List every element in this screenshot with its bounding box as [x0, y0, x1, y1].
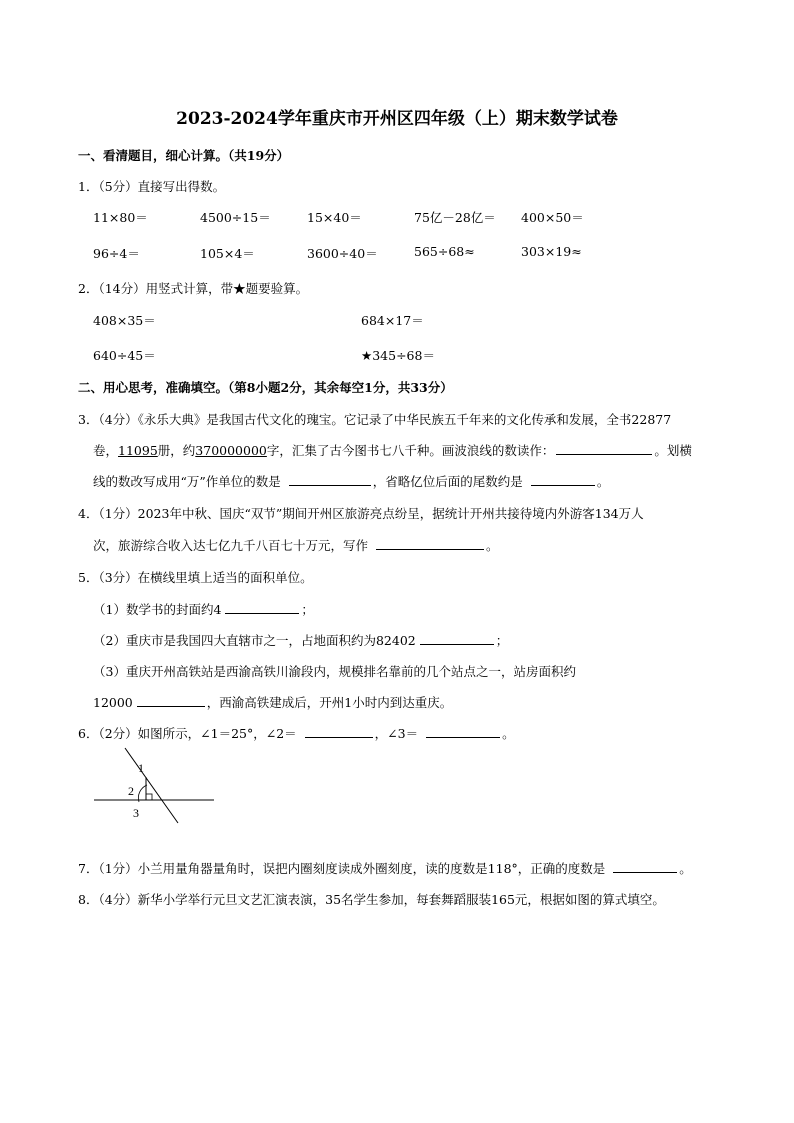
q2-item: 408×35＝ — [93, 313, 156, 328]
q5-text: ； — [495, 633, 509, 648]
q7-text-a: 7．（1分）小兰用量角器量角时，误把内圈刻度读成外圈刻度，读的度数是118°，正确的度数是 — [78, 861, 606, 876]
answer-blank[interactable] — [531, 474, 595, 486]
q3-text: 线的数改写成用“万”作单位的数是 — [93, 474, 281, 489]
q2-item: 640÷45＝ — [93, 348, 156, 363]
q1-item: 565÷68≈ — [414, 244, 475, 259]
q1-item: 303×19≈ — [521, 244, 582, 259]
angle-label-3: 3 — [133, 806, 139, 820]
q3-text: 。 — [596, 474, 610, 489]
answer-blank[interactable] — [305, 726, 373, 738]
q3-line1: 3．（4分）《永乐大典》是我国古代文化的瑰宝。它记录了中华民族五千年来的文化传承和发展，全书22877 — [78, 412, 672, 427]
answer-blank[interactable] — [426, 726, 500, 738]
q5-prompt: 5．（3分）在横线里填上适当的面积单位。 — [78, 570, 313, 585]
q6-text — [78, 724, 515, 742]
q5-sub3-line2 — [93, 693, 452, 711]
q3-underlined-number: 370000000 — [195, 443, 267, 458]
q1-item: 75亿－28亿＝ — [414, 210, 496, 225]
answer-blank[interactable] — [376, 538, 484, 550]
q6-text-c: 。 — [502, 726, 515, 741]
q4-text: 。 — [486, 538, 499, 553]
q3-line3 — [93, 472, 609, 490]
q2-item: 684×17＝ — [361, 313, 424, 328]
q6-text-a: 6．（2分）如图所示，∠1＝25°，∠2＝ — [78, 726, 297, 741]
q3-text: 卷， — [93, 443, 119, 458]
q1-prompt: 1．（5分）直接写出得数。 — [78, 179, 226, 194]
section-1-heading: 一、看清题目，细心计算。（共19分） — [78, 148, 290, 163]
q5-sub2 — [93, 631, 508, 649]
q1-item: 15×40＝ — [307, 210, 362, 225]
section-2-heading: 二、用心思考，准确填空。（第8小题2分，其余每空1分，共33分） — [78, 380, 453, 395]
q5-sub1 — [93, 600, 314, 618]
answer-blank[interactable] — [225, 602, 299, 614]
q1-item: 4500÷15＝ — [200, 210, 271, 225]
q3-text: 册，约 — [157, 443, 196, 458]
q1-item: 400×50＝ — [521, 210, 584, 225]
q5-text: （1）数学书的封面约4 — [93, 602, 222, 617]
angle-figure — [90, 745, 220, 825]
answer-blank[interactable] — [289, 474, 371, 486]
q8-text: 8．（4分）新华小学举行元旦文艺汇演表演，35名学生参加，每套舞蹈服装165元，根据如图的算式填空。 — [78, 892, 665, 907]
angle-label-2: 2 — [128, 784, 134, 798]
q1-item: 105×4＝ — [200, 246, 255, 261]
q1-item: 11×80＝ — [93, 210, 148, 225]
q5-text: ，西渝高铁建成后，开州1小时内到达重庆。 — [206, 695, 453, 710]
q5-text: ； — [301, 602, 314, 617]
q6-text-b: ，∠3＝ — [374, 726, 419, 741]
q5-text: 12000 — [93, 695, 133, 710]
answer-blank[interactable] — [613, 861, 677, 873]
answer-blank[interactable] — [137, 695, 205, 707]
answer-blank[interactable] — [556, 443, 652, 455]
angle-label-1: 1 — [138, 761, 144, 775]
q1-item: 3600÷40＝ — [307, 246, 378, 261]
page-title: 2023-2024学年重庆市开州区四年级（上）期末数学试卷 — [176, 109, 618, 129]
q2-item: ★345÷68＝ — [361, 348, 435, 363]
q7-text — [78, 859, 692, 877]
q7-text-b: 。 — [679, 861, 692, 876]
q4-text: 次，旅游综合收入达七亿九千八百七十万元，写作 — [93, 538, 369, 553]
q5-text: （2）重庆市是我国四大直辖市之一，占地面积约为82402 — [93, 633, 416, 648]
q5-sub3-line1: （3）重庆开州高铁站是西渝高铁川渝段内，规模排名靠前的几个站点之一，站房面积约 — [93, 664, 576, 679]
q3-text: 字，汇集了古今图书七八千种。画波浪线的数读作： — [266, 443, 555, 458]
q3-text: ，省略亿位后面的尾数约是 — [372, 474, 523, 489]
answer-blank[interactable] — [420, 633, 494, 645]
right-angle-mark — [146, 794, 152, 800]
q3-wavy-number: 11095 — [118, 443, 158, 458]
q3-text: 。划横 — [654, 443, 692, 458]
q4-line1: 4．（1分）2023年中秋、国庆“双节”期间开州区旅游亮点纷呈，据统计开州共接待境内外游客134万人 — [78, 506, 644, 521]
q2-prompt: 2．（14分）用竖式计算，带★题要验算。 — [78, 281, 309, 296]
q1-item: 96÷4＝ — [93, 246, 140, 261]
q3-line2 — [93, 441, 692, 459]
q4-line2 — [93, 536, 499, 554]
